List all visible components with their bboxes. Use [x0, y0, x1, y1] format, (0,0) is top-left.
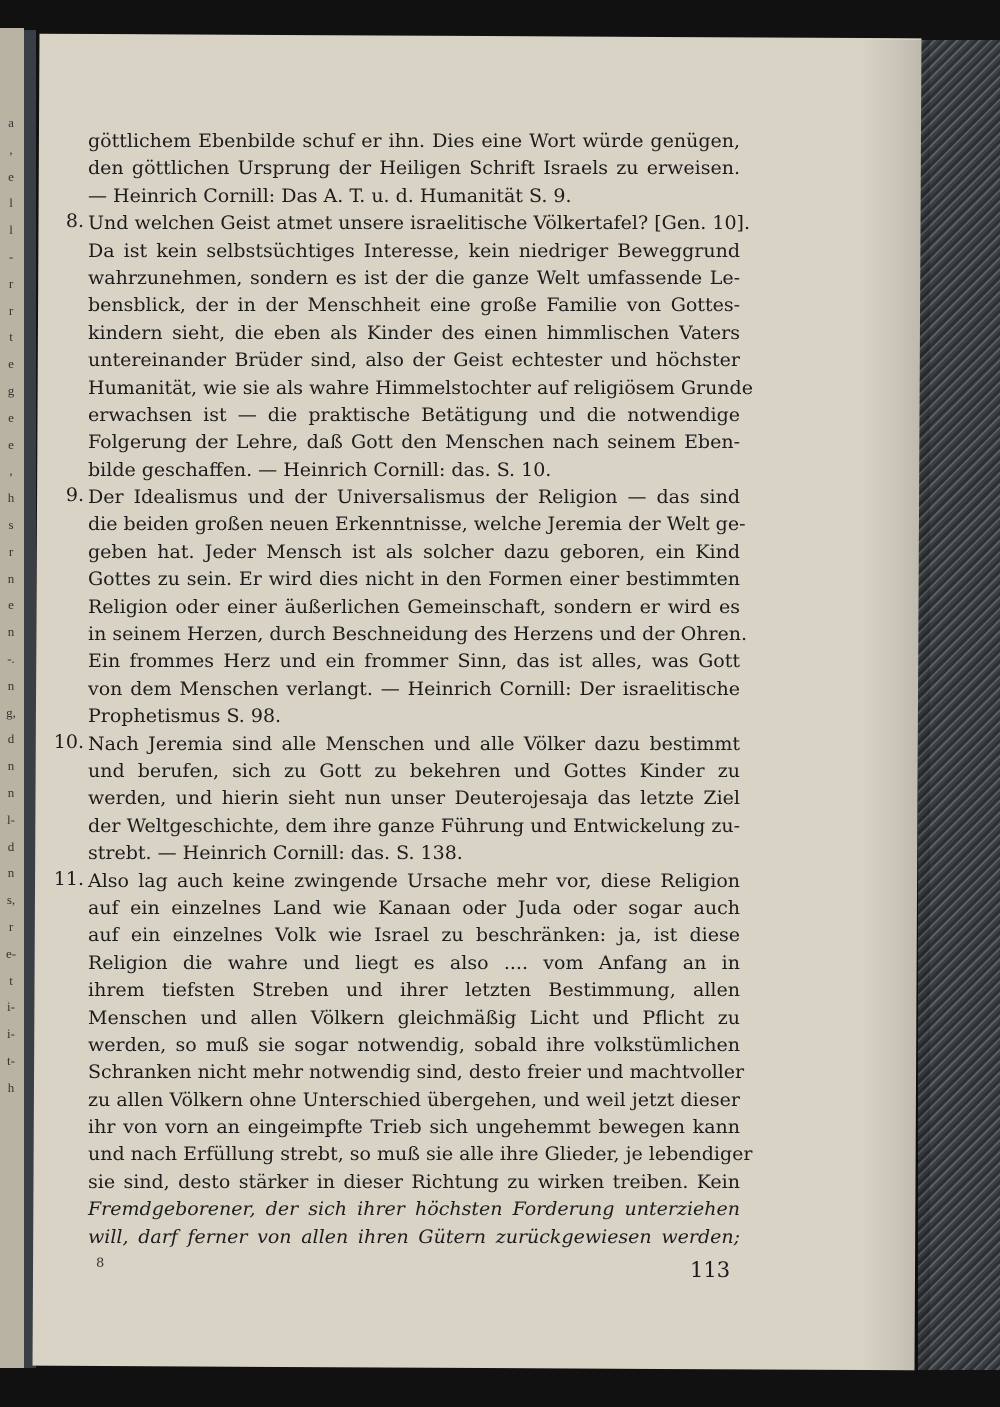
text-line: erwachsen ist — die praktische Betätigung und die notwendige — [88, 403, 740, 426]
margin-char: e — [8, 356, 14, 372]
margin-char: a — [8, 115, 14, 130]
margin-char: e — [8, 409, 14, 425]
text-line: auf ein einzelnes Volk wie Israel zu beschränken: ja, ist diese — [88, 924, 740, 947]
text-line: Nach Jeremia sind alle Menschen und alle Völker dazu bestimmt — [88, 732, 740, 755]
paragraph-number: 11. — [53, 867, 84, 890]
margin-char: n — [7, 865, 15, 881]
margin-char: -. — [7, 650, 15, 666]
margin-char: h — [7, 1079, 15, 1095]
text-line: — Heinrich Cornill: Das A. T. u. d. Humanität S. 9. — [88, 184, 572, 207]
margin-char: - — [8, 248, 14, 264]
margin-char: i- — [7, 1026, 15, 1042]
book-cover-spine — [918, 40, 1000, 1370]
margin-char: s, — [6, 892, 16, 908]
text-line: geben hat. Jeder Mensch ist als solcher dazu geboren, ein Kind — [88, 540, 740, 563]
margin-char: e — [8, 597, 14, 613]
margin-char: n — [7, 624, 15, 640]
margin-char: , — [9, 463, 13, 479]
text-line: Menschen und allen Völkern gleichmäßig Licht und Pflicht zu — [88, 1006, 740, 1029]
margin-char: l — [9, 195, 13, 211]
margin-char: r — [8, 302, 14, 318]
margin-char: i- — [7, 999, 15, 1015]
page-number: 113 — [690, 1258, 731, 1282]
text-line: Und welchen Geist atmet unsere israelitische Völkertafel? [Gen. 10]. — [88, 212, 751, 235]
text-line: bensblick, der in der Menschheit eine große Familie von Gottes- — [88, 294, 740, 317]
text-line: Humanität, wie sie als wahre Himmelstochter auf religiösem Grunde — [88, 376, 753, 399]
margin-char: d — [7, 838, 15, 854]
margin-char: s — [8, 516, 14, 532]
italic-text-line: will, darf ferner von allen ihren Gütern zurückgewiesen werden; — [88, 1225, 740, 1248]
text-line: Religion die wahre und liegt es also .... vom Anfang an in — [88, 951, 740, 974]
margin-char: r — [8, 918, 14, 934]
margin-char: g, — [6, 704, 16, 720]
continuation-paragraph — [88, 128, 740, 210]
text-line: untereinander Brüder sind, also der Geist echtester und höchster — [88, 349, 740, 372]
margin-char: l — [9, 222, 13, 238]
numbered-paragraph — [65, 484, 748, 731]
margin-char: n — [7, 570, 15, 586]
text-line: die beiden großen neuen Erkenntnisse, welche Jeremia der Welt ge- — [88, 513, 746, 536]
margin-char: r — [8, 543, 14, 559]
margin-char: t — [9, 972, 13, 988]
text-line: Prophetismus S. 98. — [88, 705, 282, 728]
text-line: in seinem Herzen, durch Beschneidung des Herzens und der Ohren. — [88, 623, 748, 646]
paragraph-number: 10. — [53, 730, 84, 753]
text-line: werden, so muß sie sogar notwendig, sobald ihre volkstümlichen — [88, 1033, 740, 1056]
margin-char: r — [8, 275, 14, 291]
text-line: Da ist kein selbstsüchtiges Interesse, kein niedriger Beweggrund — [88, 239, 740, 262]
text-line: Also lag auch keine zwingende Ursache mehr vor, diese Religion — [88, 869, 740, 892]
text-line: Ein frommes Herz und ein frommer Sinn, das ist alles, was Gott — [88, 650, 740, 673]
page-body-text — [53, 128, 753, 1251]
margin-char: g — [7, 382, 15, 398]
numbered-paragraph — [53, 730, 740, 868]
text-line: zu allen Völkern ohne Unterschied übergehen, und weil jetzt dieser — [88, 1088, 740, 1111]
text-line: und nach Erfüllung strebt, so muß sie alle ihre Glieder, je lebendiger — [88, 1143, 753, 1166]
text-line: Der Idealismus und der Universalismus der Religion — das sind — [88, 486, 740, 509]
paragraph-number: 9. — [65, 484, 84, 507]
text-line: ihr von vorn an eingeimpfte Trieb sich ungehemmt bewegen kann — [88, 1116, 740, 1139]
margin-char: n — [7, 758, 15, 774]
margin-char: , — [9, 141, 13, 157]
text-line: sie sind, desto stärker in dieser Richtung zu wirken treiben. Kein — [88, 1170, 740, 1193]
margin-char: d — [7, 731, 15, 747]
text-line: Religion oder einer äußerlichen Gemeinschaft, sondern er wird es — [88, 595, 740, 618]
margin-char: t — [9, 329, 13, 345]
text-line: den göttlichen Ursprung der Heiligen Schrift Israels zu erweisen. — [88, 157, 740, 180]
paragraph-number: 8. — [65, 210, 84, 233]
text-line: Folgerung der Lehre, daß Gott den Menschen nach seinem Eben- — [88, 431, 740, 454]
text-line: auf ein einzelnes Land wie Kanaan oder Juda oder sogar auch — [88, 896, 740, 919]
margin-char: l- — [7, 811, 15, 827]
numbered-paragraph — [53, 867, 753, 1251]
signature-mark: 8 — [96, 1256, 105, 1271]
numbered-paragraph — [65, 210, 753, 484]
margin-char: h — [7, 490, 15, 506]
italic-text-line: Fremdgeborener, der sich ihrer höchsten Forderung unterziehen — [88, 1198, 740, 1221]
left-page-margin-text — [0, 110, 22, 1101]
text-line: von dem Menschen verlangt. — Heinrich Cornill: Der israelitische — [88, 677, 740, 700]
page-gutter-shadow — [860, 40, 930, 1370]
margin-char: n — [7, 677, 15, 693]
margin-char: e- — [5, 945, 17, 961]
text-line: strebt. — Heinrich Cornill: das. S. 138. — [88, 842, 463, 865]
text-line: ihrem tiefsten Streben und ihrer letzten Bestimmung, allen — [88, 979, 740, 1002]
margin-char: n — [7, 784, 15, 800]
text-line: göttlichem Ebenbilde schuf er ihn. Dies eine Wort würde genügen, — [88, 130, 740, 152]
text-line: kindern sieht, die eben als Kinder des einen himmlischen Vaters — [88, 321, 740, 344]
text-line: der Weltgeschichte, dem ihre ganze Führung und Entwickelung zu- — [88, 814, 740, 837]
margin-char: e — [8, 436, 14, 452]
text-line: bilde geschaffen. — Heinrich Cornill: das. S. 10. — [88, 458, 552, 481]
text-line: Schranken nicht mehr notwendig sind, desto freier und machtvoller — [88, 1061, 745, 1084]
margin-char: t- — [7, 1052, 15, 1068]
text-line: Gottes zu sein. Er wird dies nicht in den Formen einer bestimmten — [88, 568, 740, 591]
text-line: wahrzunehmen, sondern es ist der die ganze Welt umfassende Le- — [88, 266, 740, 289]
text-line: werden, und hierin sieht nun unser Deuterojesaja das letzte Ziel — [88, 787, 740, 810]
text-line: und berufen, sich zu Gott zu bekehren und Gottes Kinder zu — [88, 759, 740, 782]
margin-char: e — [8, 168, 14, 184]
